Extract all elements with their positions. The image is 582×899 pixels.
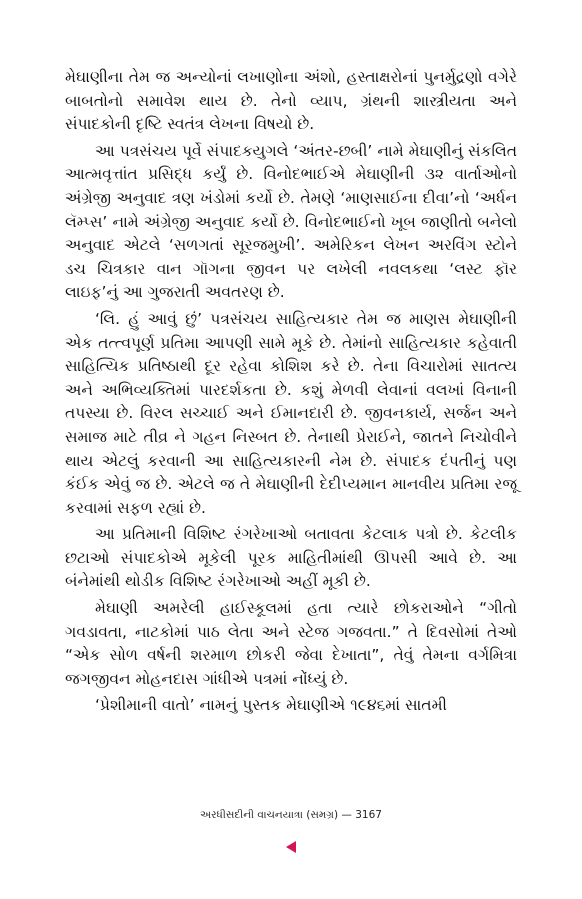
- previous-page-icon[interactable]: [286, 841, 296, 853]
- paragraph-2: આ પત્રસંચય પૂર્વે સંપાદકયુગલે ‘અંતર-છબી’ નામે મેઘાણીનું સંકલિત આત્મવૃત્તાંત પ્રસિદ્ધ કર્યું છે. વિનોદભાઈએ મેઘાણીની ૩૨ વાર્તાઓનો અંગ્રેજી અનુવાદ ત્રણ ખંડોમાં કર્યો છે. તેમણે ‘માણસાઈના દીવા’નો ‘અર્ધન લૅમ્પ્સ’ નામે અંગ્રેજી અનુવાદ કર્યો છે. વિનોદભાઈનો ખૂબ જાણીતો બનેલો અનુવાદ એટલે ‘સળગતાં સૂરજમુખી’. અમેરિકન લેખન અરવિંગ સ્ટોને ડચ ચિત્રકાર વાન ગૉગના જીવન પર લખેલી નવલકથા ‘લસ્ટ ફૉર લાઇફ’નું આ ગુજરાતી અવતરણ છે.: [65, 141, 517, 302]
- page-footer: અરધીસદીની વાચનયાત્રા (સમગ્ર) — 3167: [200, 809, 382, 821]
- paragraph-6: ‘પ્રેશીમાની વાતો’ નામનું પુસ્તક મેઘાણીએ ૧૯૪૬માં સાતમી: [95, 696, 447, 715]
- paragraph-5: મેઘાણી અમરેલી હાઈસ્કૂલમાં હતા ત્યારે છોકરાઓને “ગીતો ગવડાવતા, નાટકોમાં પાઠ લેતા અને સ્ટેજ ગજવતા.” તે દિવસોમાં તેઓ “એક સોળ વર્ષની શરમાળ છોકરી જેવા દેખાતા”, તેવું તેમના વર્ગમિત્રા જગજીવન મોહનદાસ ગાંધીએ પત્રમાં નોંધ્યું છે.: [65, 599, 517, 688]
- paragraph-4: આ પ્રતિમાની વિશિષ્ટ રંગરેખાઓ બતાવતા કેટલાક પત્રો છે. કેટલીક છટાઓ સંપાદકોએ મૂકેલી પૂરક માહિતીમાંથી ઊપસી આવે છે. આ બંનેમાંથી થોડીક વિશિષ્ટ રંગરેખાઓ અહીં મૂકી છે.: [65, 525, 517, 591]
- page-body: [65, 66, 517, 721]
- paragraph-3: ‘લિ. હું આવું છું’ પત્રસંચય સાહિત્યકાર તેમ જ માણસ મેઘાણીની એક તત્ત્વપૂર્ણ પ્રતિમા આપણી સામે મૂકે છે. તેમાંનો સાહિત્યકાર કહેવાતી સાહિત્યિક પ્રતિષ્ઠાથી દૂર રહેવા કોશિશ કરે છે. તેના વિચારોમાં સાતત્ય અને અભિવ્યક્તિમાં પારદર્શકતા છે. કશું મેળવી લેવાનાં વલખાં વિનાની તપસ્યા છે. વિરલ સચ્ચાઈ અને ઈમાનદારી છે. જીવનકાર્ય, સર્જન અને સમાજ માટે તીવ્ર ને ગહન નિસ્બત છે. તેનાથી પ્રેરાઈને, જાતને નિચોવીને થાય એટલું કરવાની આ સાહિત્યકારની નેમ છે. સંપાદક દંપતીનું પણ કંઈક એવું જ છે. એટલે જ તે મેઘાણીની દેદીપ્યમાન માનવીય પ્રતિમા રજૂ કરવામાં સફળ રહ્યાં છે.: [65, 309, 517, 517]
- paragraph-1: મેઘાણીના તેમ જ અન્યોનાં લખાણોના અંશો, હસ્તાક્ષરોનાં પુનર્મુદ્રણો વગેરે બાબતોનો સમાવેશ થાય છે. તેનો વ્યાપ, ગ્રંથની શાસ્ત્રીયતા અને સંપાદકોની દૃષ્ટિ સ્વતંત્ર લેખના વિષયો છે.: [65, 68, 517, 134]
